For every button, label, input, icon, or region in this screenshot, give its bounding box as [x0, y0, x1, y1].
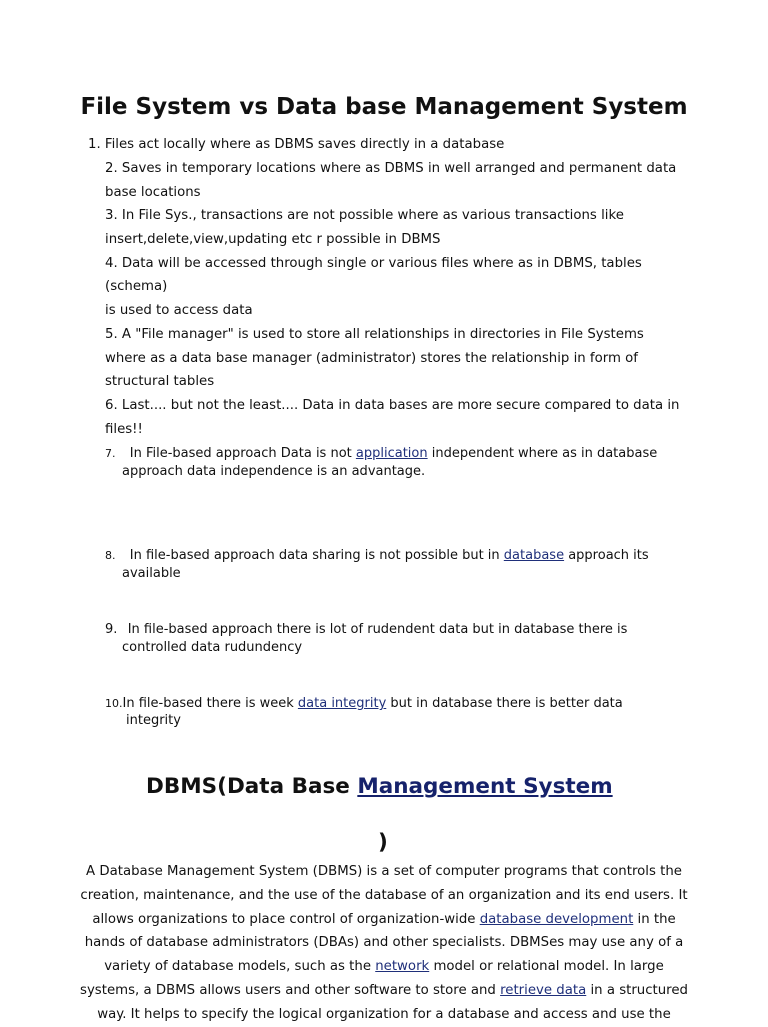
list-number: 3. [105, 208, 118, 223]
list-text: In File-based approach Data is not [129, 446, 356, 461]
list-text: approach its [564, 548, 649, 563]
paragraph-line: A Database Management System (DBMS) is a set of computer programs that controls the [86, 864, 682, 879]
list-text-continuation: where as a data base manager (administrator) stores the relationship in form of [105, 351, 638, 366]
list-text: Files act locally where as DBMS saves directly in a database [104, 137, 505, 152]
list-text: independent where as in database [427, 446, 658, 461]
paragraph-text: in a structured [586, 982, 688, 998]
list-number: 1. [88, 137, 101, 152]
list-text-continuation: controlled data rudundency [122, 640, 303, 655]
dbms-paragraph [60, 860, 708, 1027]
list-text-continuation: is used to access data [105, 303, 253, 318]
list-text-continuation: structural tables [105, 374, 215, 389]
list-text: Data will be accessed through single or various files where as in DBMS, tables [121, 256, 642, 271]
list-text-continuation: available [122, 566, 181, 581]
paragraph-text: systems, a DBMS allows users and other software to store and [80, 982, 501, 998]
list-text: A "File manager" is used to store all relationships in directories in File Systems [121, 327, 644, 342]
network-link[interactable]: network [375, 959, 430, 975]
list-item [88, 136, 504, 154]
list-number: 4. [105, 256, 118, 271]
database-link[interactable]: database [503, 548, 565, 563]
paragraph-line: hands of database administrators (DBAs) and other specialists. DBMSes may use any of a [84, 935, 684, 951]
list-item [105, 160, 676, 178]
list-item [105, 695, 623, 713]
list-item [105, 326, 644, 344]
list-item [105, 207, 624, 225]
paragraph-line: way. It helps to specify the logical organization for a database and access and use the [97, 1006, 671, 1022]
paragraph-line: creation, maintenance, and the use of the database of an organization and its end users. It [80, 887, 688, 903]
list-number: 10. [105, 697, 123, 710]
paragraph-line [60, 979, 708, 1003]
management-system-link[interactable]: Management System [357, 774, 613, 799]
list-text: but in database there is better data [386, 696, 623, 711]
paragraph-line [60, 908, 708, 932]
section-heading-text: DBMS(Data Base [146, 774, 358, 799]
list-text: In file-based there is week [122, 696, 298, 711]
list-item [105, 621, 627, 639]
list-text-continuation: (schema) [105, 279, 168, 294]
list-text: In File Sys., transactions are not possible where as various transactions like [121, 208, 624, 223]
database-development-link[interactable]: database development [479, 911, 634, 927]
list-number: 5. [105, 327, 118, 342]
list-text-continuation: approach data independence is an advantage. [122, 464, 426, 479]
list-text-continuation: files!! [105, 422, 143, 437]
list-text-continuation: insert,delete,view,updating etc r possible in DBMS [105, 232, 441, 247]
section-heading [146, 774, 613, 799]
list-item [105, 255, 642, 273]
paragraph-line [60, 955, 708, 979]
data-integrity-link[interactable]: data integrity [297, 696, 387, 711]
paragraph-text: model or relational model. In large [429, 959, 664, 975]
list-text-continuation: base locations [105, 185, 201, 200]
page-title: File System vs Data base Management System [80, 94, 688, 120]
list-number: 6. [105, 398, 118, 413]
paragraph-text: allows organizations to place control of organization-wide [92, 911, 480, 927]
application-link[interactable]: application [355, 446, 428, 461]
list-text: Last.... but not the least.... Data in data bases are more secure compared to data in [121, 398, 680, 413]
list-number: 7. [105, 447, 116, 460]
list-number: 8. [105, 549, 116, 562]
list-text-continuation: integrity [126, 713, 181, 728]
list-text: Saves in temporary locations where as DBMS in well arranged and permanent data [121, 161, 677, 176]
list-text: In file-based approach there is lot of rudendent data but in database there is [127, 622, 628, 637]
paragraph-text: in the [633, 911, 676, 927]
retrieve-data-link[interactable]: retrieve data [500, 982, 587, 998]
list-number: 2. [105, 161, 118, 176]
list-item [105, 445, 657, 463]
section-heading-close: ) [378, 830, 388, 855]
paragraph-text: variety of database models, such as the [104, 959, 376, 975]
list-item [105, 547, 649, 565]
list-number: 9. [105, 622, 118, 637]
list-item [105, 397, 679, 415]
list-text: In file-based approach data sharing is not possible but in [129, 548, 504, 563]
